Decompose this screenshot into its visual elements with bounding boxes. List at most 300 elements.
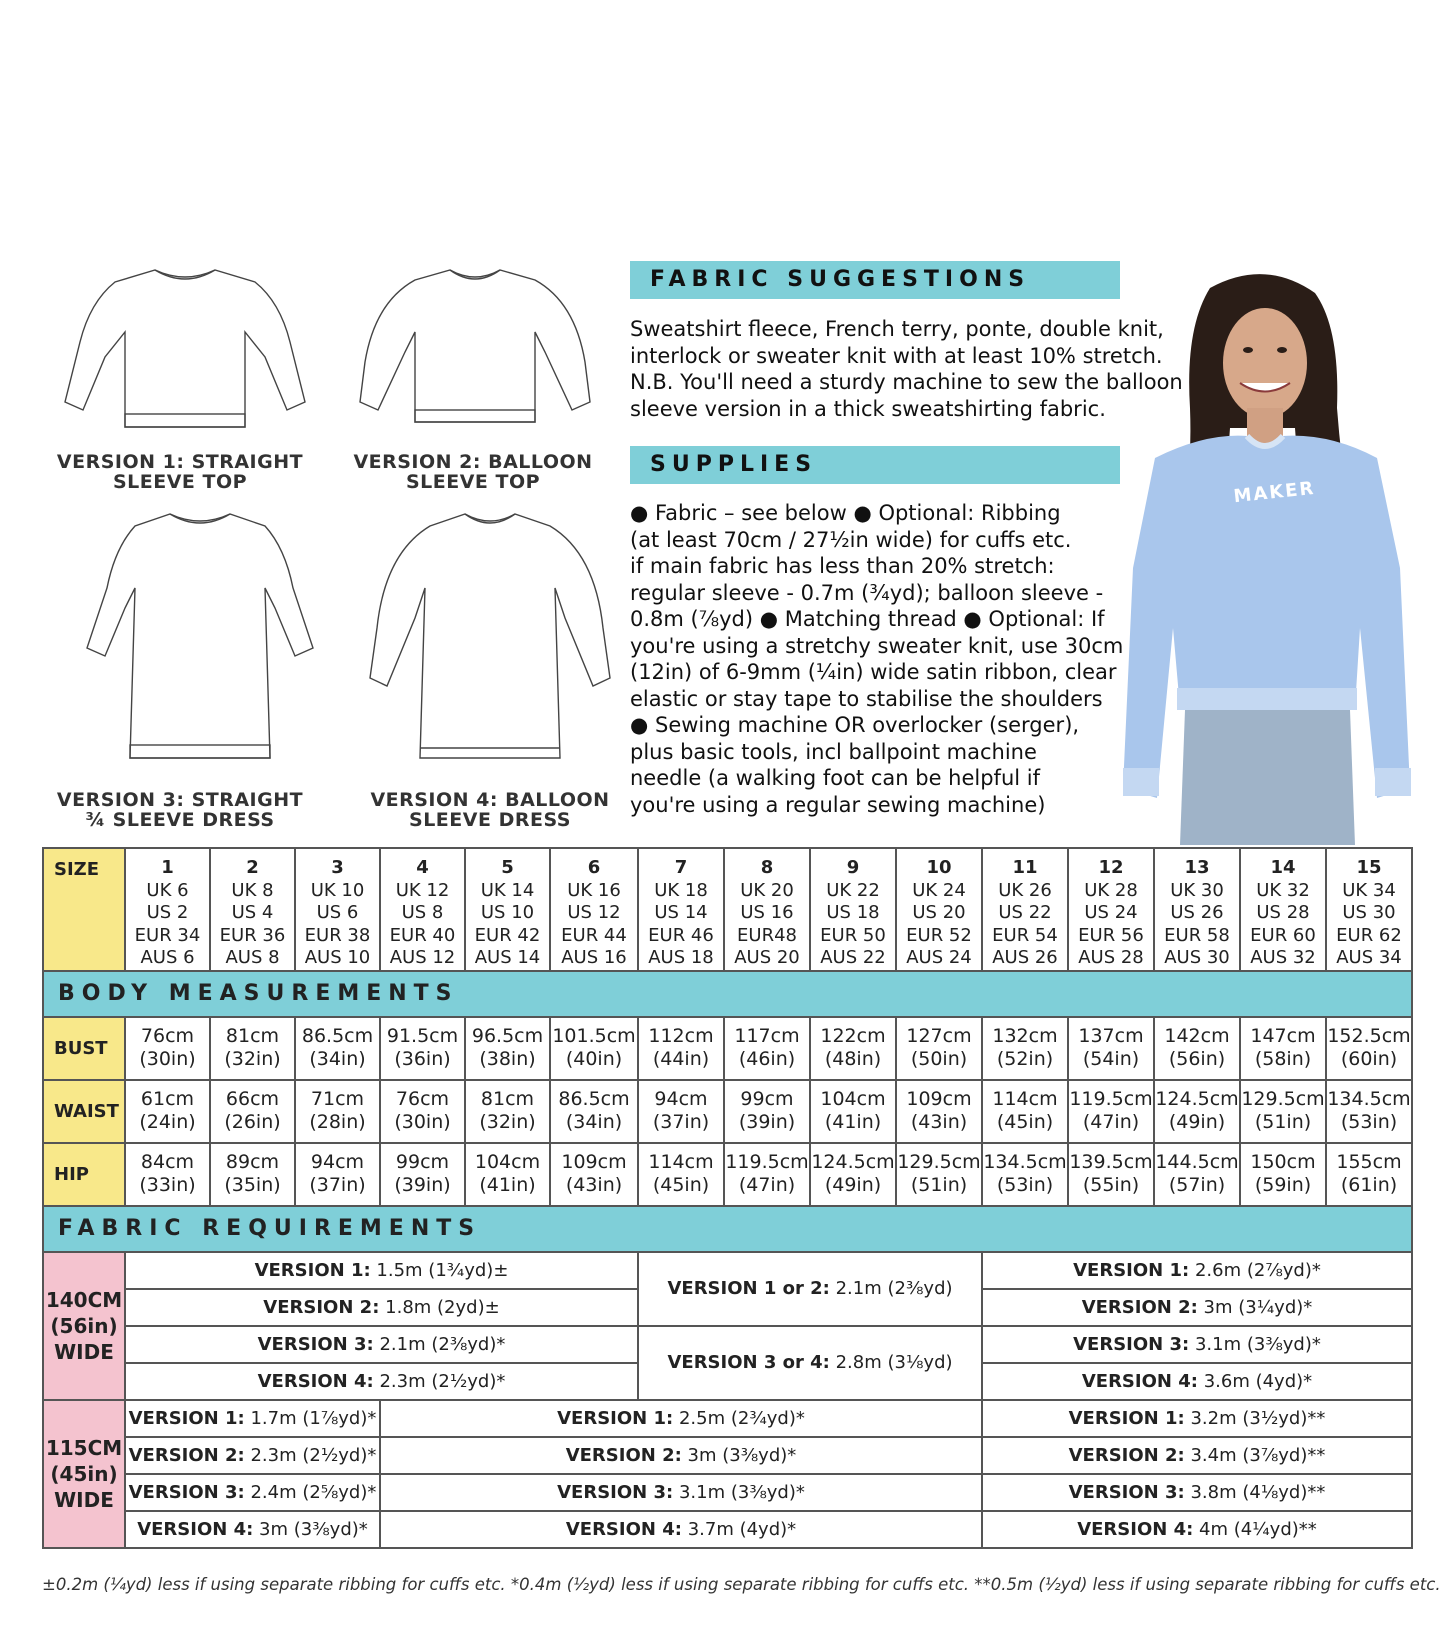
size-cell — [380, 848, 465, 971]
fabric-140-sizes-11-15 — [982, 1363, 1412, 1400]
measurement-cm: 109cm — [561, 1151, 627, 1173]
fabric-requirements-heading-row — [43, 1206, 1412, 1252]
fabric-suggestions-line: Sweatshirt fleece, French terry, ponte, double knit, — [630, 317, 1164, 341]
size-number: 15 — [1356, 857, 1382, 878]
measurement-cell — [210, 1080, 295, 1143]
fabric-115-sizes-4-10 — [380, 1474, 982, 1511]
measurement-cm: 124.5cm — [811, 1151, 895, 1173]
measurement-cm: 152.5cm — [1327, 1025, 1411, 1047]
measurement-in: (32in) — [479, 1111, 536, 1133]
version-label: VERSION 1: — [128, 1407, 245, 1429]
size-uk: UK 6 — [146, 879, 189, 901]
measurement-cm: 147cm — [1250, 1025, 1316, 1047]
version-label: VERSION 4: — [1081, 1370, 1198, 1392]
size-uk: UK 10 — [310, 879, 365, 901]
measurement-cell — [1326, 1143, 1412, 1206]
measurement-cm: 119.5cm — [1069, 1088, 1153, 1110]
measurement-cm: 137cm — [1078, 1025, 1144, 1047]
fabric-115-sizes-1-3 — [125, 1437, 380, 1474]
measurement-cm: 124.5cm — [1155, 1088, 1239, 1110]
size-eur: EUR 54 — [992, 924, 1058, 946]
size-number: 2 — [246, 857, 259, 878]
measurement-in: (39in) — [394, 1174, 451, 1196]
fabric-amount: 1.5m (1¾yd)± — [376, 1259, 509, 1281]
measurement-cell — [810, 1080, 896, 1143]
sketch-straight-sleeve-top — [55, 262, 315, 437]
size-aus: AUS 20 — [734, 947, 800, 968]
measurement-cm: 119.5cm — [725, 1151, 809, 1173]
size-eur: EUR 58 — [1164, 924, 1230, 946]
size-cell — [724, 848, 810, 971]
measurement-in: (49in) — [1168, 1111, 1226, 1133]
size-uk: UK 28 — [1084, 879, 1138, 901]
measurement-in: (28in) — [309, 1111, 366, 1133]
size-number: 13 — [1184, 857, 1210, 878]
measurement-cm: 66cm — [225, 1088, 280, 1110]
version-label: VERSION 3: — [557, 1481, 674, 1503]
size-cell — [295, 848, 380, 971]
size-uk: UK 34 — [1342, 879, 1396, 901]
measurement-cell — [1240, 1017, 1326, 1080]
fabric-115-sizes-4-10 — [380, 1511, 982, 1548]
measurement-in: (58in) — [1254, 1048, 1312, 1070]
measurement-cell — [550, 1017, 638, 1080]
size-cell — [896, 848, 982, 971]
version-label: VERSION 4: — [565, 1518, 682, 1540]
measurement-cm: 104cm — [474, 1151, 541, 1173]
measurement-cell — [1326, 1017, 1412, 1080]
fabric-row-115 — [43, 1511, 1412, 1548]
size-aus: AUS 18 — [648, 947, 714, 968]
size-number: 5 — [501, 857, 514, 878]
measurement-cell — [638, 1080, 724, 1143]
size-eur: EUR 36 — [219, 924, 286, 946]
measurement-in: (45in) — [652, 1174, 710, 1196]
size-us: US 26 — [1170, 902, 1224, 923]
measurement-in: (47in) — [738, 1174, 796, 1196]
measurement-cm: 132cm — [992, 1025, 1058, 1047]
measurement-cell — [465, 1143, 550, 1206]
fabric-amount: 2.3m (2½yd)* — [250, 1444, 377, 1466]
sketch-caption-v1: VERSION 1: STRAIGHT SLEEVE TOP — [56, 451, 304, 493]
fabric-requirements-heading: FABRIC REQUIREMENTS — [43, 1206, 1412, 1252]
measurement-cell — [1068, 1143, 1154, 1206]
body-measurements-heading: BODY MEASUREMENTS — [43, 971, 1412, 1017]
fabric-width-label-line: (45in) — [50, 1461, 118, 1486]
size-eur: EUR 60 — [1250, 924, 1316, 946]
size-chart — [42, 847, 1413, 1549]
measurement-in: (47in) — [1082, 1111, 1140, 1133]
fabric-amount: 3m (3¼yd)* — [1203, 1296, 1313, 1318]
size-cell — [1326, 848, 1412, 971]
measurement-cell — [638, 1143, 724, 1206]
measurement-cell — [724, 1080, 810, 1143]
fabric-140-sizes-11-15 — [982, 1326, 1412, 1363]
size-aus: AUS 6 — [140, 947, 195, 968]
fabric-140-sizes-7-10 — [638, 1252, 982, 1326]
size-uk: UK 26 — [998, 879, 1052, 901]
version-label: VERSION 3: — [257, 1333, 374, 1355]
version-label: VERSION 2: — [565, 1444, 682, 1466]
sketch-balloon-sleeve-top — [340, 262, 610, 437]
model-photo — [1115, 268, 1415, 845]
size-eur: EUR 42 — [474, 924, 541, 946]
measurement-cm: 91.5cm — [386, 1025, 459, 1047]
version-label: VERSION 1 or 2: — [667, 1278, 830, 1299]
measurement-cell — [724, 1143, 810, 1206]
footnote: ±0.2m (¼yd) less if using separate ribbing for cuffs etc. *0.4m (½yd) less if using separate ribbing for cuffs etc. **0.5m (½yd) less if using separate ribbing for cuffs etc. — [42, 1575, 1441, 1594]
fabric-suggestions-line: sleeve version in a thick sweatshirting fabric. — [630, 396, 1106, 421]
fabric-suggestions-line: N.B. You'll need a sturdy machine to sew the balloon — [630, 370, 1183, 394]
measurement-cm: 117cm — [734, 1025, 800, 1047]
size-number: 14 — [1270, 857, 1296, 878]
size-cell — [638, 848, 724, 971]
measurement-in: (34in) — [565, 1111, 623, 1133]
measurement-cell — [982, 1017, 1068, 1080]
size-eur: EUR 56 — [1078, 924, 1144, 946]
measurement-cm: 129.5cm — [1241, 1088, 1325, 1110]
measurement-cell — [1240, 1143, 1326, 1206]
measurement-cell — [1068, 1080, 1154, 1143]
supplies-line: you're using a stretchy sweater knit, use 30cm — [630, 633, 1124, 658]
size-us: US 12 — [567, 902, 621, 923]
measurement-in: (59in) — [1254, 1174, 1312, 1196]
fabric-width-label-line: 140CM — [45, 1287, 123, 1312]
fabric-suggestions-line: interlock or sweater knit with at least 10% stretch. — [630, 343, 1163, 368]
measurement-cell — [550, 1080, 638, 1143]
version-label: VERSION 1: — [557, 1407, 674, 1429]
size-number: 4 — [416, 857, 429, 878]
measurement-cm: 134.5cm — [983, 1151, 1067, 1173]
size-aus: AUS 28 — [1078, 947, 1144, 968]
version-label: VERSION 3 or 4: — [667, 1352, 830, 1373]
size-us: US 20 — [912, 902, 966, 923]
fabric-115-sizes-1-3 — [125, 1400, 380, 1437]
fabric-140-sizes-1-6 — [125, 1326, 638, 1363]
fabric-amount: 3.1m (3⅜yd)* — [678, 1481, 805, 1503]
supplies-line: plus basic tools, incl ballpoint machine — [630, 739, 1037, 764]
fabric-width-label-line: 115CM — [45, 1435, 123, 1460]
fabric-width-label — [43, 1252, 125, 1400]
fabric-amount: 2.5m (2¾yd)* — [678, 1407, 805, 1429]
measurement-cm: 94cm — [310, 1151, 365, 1173]
measurement-cell — [724, 1017, 810, 1080]
fabric-140-sizes-1-6 — [125, 1252, 638, 1289]
size-aus: AUS 10 — [304, 947, 371, 968]
measurement-cell — [210, 1017, 295, 1080]
measurement-cm: 104cm — [820, 1088, 886, 1110]
supplies-line: ● Fabric – see below ● Optional: Ribbing — [630, 501, 1061, 525]
size-number: 7 — [674, 857, 688, 878]
measurement-in: (51in) — [1254, 1111, 1312, 1133]
measurement-row-waist — [43, 1080, 1412, 1143]
measurement-row-hip — [43, 1143, 1412, 1206]
measurement-label: BUST — [43, 1017, 125, 1080]
fabric-amount: 3m (3⅜yd)* — [687, 1444, 797, 1466]
version-label: VERSION 2: — [263, 1296, 380, 1318]
fabric-amount: 2.1m (2⅜yd) — [835, 1278, 953, 1299]
measurement-in: (26in) — [224, 1111, 281, 1133]
fabric-amount: 2.8m (3⅛yd) — [835, 1352, 953, 1373]
measurement-in: (43in) — [910, 1111, 968, 1133]
measurement-in: (43in) — [565, 1174, 623, 1196]
fabric-amount: 1.8m (2yd)± — [385, 1296, 500, 1318]
fabric-row-115 — [43, 1437, 1412, 1474]
size-us: US 8 — [401, 902, 444, 923]
fabric-amount: 2.4m (2⅝yd)* — [250, 1481, 377, 1503]
measurement-cell — [125, 1017, 210, 1080]
measurement-cell — [896, 1080, 982, 1143]
size-number: 1 — [161, 857, 174, 878]
measurement-cell — [465, 1080, 550, 1143]
measurement-cm: 89cm — [225, 1151, 280, 1173]
fabric-115-sizes-4-10 — [380, 1437, 982, 1474]
size-cell — [982, 848, 1068, 971]
measurement-in: (33in) — [139, 1174, 196, 1196]
size-label: SIZE — [43, 848, 125, 971]
version-label: VERSION 4: — [137, 1518, 254, 1540]
sketch-caption-v3: VERSION 3: STRAIGHT ¾ SLEEVE DRESS — [56, 789, 304, 831]
version-label: VERSION 1: — [254, 1259, 371, 1281]
size-eur: EUR48 — [737, 924, 797, 946]
size-uk: UK 12 — [395, 879, 450, 901]
fabric-amount: 3.1m (3⅜yd)* — [1194, 1333, 1321, 1355]
size-eur: EUR 44 — [561, 924, 627, 946]
size-cell — [1154, 848, 1240, 971]
measurement-in: (34in) — [309, 1048, 366, 1070]
size-us: US 30 — [1342, 902, 1396, 923]
measurement-cm: 142cm — [1164, 1025, 1230, 1047]
measurement-cm: 76cm — [140, 1025, 195, 1047]
size-us: US 28 — [1256, 902, 1310, 923]
measurement-cell — [210, 1143, 295, 1206]
size-eur: EUR 40 — [389, 924, 456, 946]
measurement-in: (51in) — [910, 1174, 968, 1196]
measurement-in: (41in) — [824, 1111, 882, 1133]
measurement-in: (46in) — [738, 1048, 796, 1070]
sketch-straight-dress — [75, 508, 325, 773]
measurement-in: (56in) — [1168, 1048, 1226, 1070]
fabric-amount: 2.6m (2⅞yd)* — [1194, 1259, 1321, 1281]
sketch-caption-v2: VERSION 2: BALLOON SLEEVE TOP — [353, 451, 593, 493]
size-aus: AUS 32 — [1250, 947, 1316, 968]
size-us: US 18 — [826, 902, 880, 923]
version-label: VERSION 3: — [1073, 1333, 1190, 1355]
measurement-in: (60in) — [1340, 1048, 1398, 1070]
size-aus: AUS 8 — [225, 947, 280, 968]
measurement-cell — [1240, 1080, 1326, 1143]
size-aus: AUS 26 — [992, 947, 1058, 968]
size-uk: UK 16 — [567, 879, 621, 901]
measurement-in: (40in) — [565, 1048, 623, 1070]
size-eur: EUR 34 — [134, 924, 201, 946]
measurement-cell — [380, 1143, 465, 1206]
measurement-cm: 114cm — [648, 1151, 714, 1173]
measurement-in: (48in) — [824, 1048, 882, 1070]
fabric-row-140 — [43, 1326, 1412, 1363]
fabric-amount: 4m (4¼yd)** — [1199, 1518, 1317, 1540]
fabric-115-sizes-11-15 — [982, 1437, 1412, 1474]
size-us: US 16 — [740, 902, 794, 923]
supplies-line: regular sleeve - 0.7m (¾yd); balloon sleeve - — [630, 580, 1104, 605]
size-eur: EUR 38 — [304, 924, 371, 946]
measurement-in: (54in) — [1082, 1048, 1140, 1070]
measurement-in: (37in) — [652, 1111, 710, 1133]
fabric-amount: 3.2m (3½yd)** — [1190, 1407, 1326, 1429]
measurement-cm: 76cm — [395, 1088, 450, 1110]
fabric-width-label — [43, 1400, 125, 1548]
measurement-in: (45in) — [996, 1111, 1054, 1133]
supplies-line: elastic or stay tape to stabilise the shoulders — [630, 686, 1103, 711]
body-measurements-heading-row — [43, 971, 1412, 1017]
size-us: US 2 — [146, 902, 189, 923]
version-label: VERSION 3: — [1068, 1481, 1185, 1503]
sketch-caption-v4: VERSION 4: BALLOON SLEEVE DRESS — [370, 789, 610, 831]
supplies-line: needle (a walking foot can be helpful if — [630, 766, 1040, 790]
measurement-cell — [1326, 1080, 1412, 1143]
measurement-cell — [1154, 1080, 1240, 1143]
measurement-cm: 155cm — [1336, 1151, 1402, 1173]
size-aus: AUS 22 — [820, 947, 886, 968]
measurement-cell — [295, 1080, 380, 1143]
fabric-115-sizes-11-15 — [982, 1511, 1412, 1548]
size-number: 6 — [587, 857, 601, 878]
supplies-line: you're using a regular sewing machine) — [630, 792, 1046, 817]
version-label: VERSION 4: — [257, 1370, 374, 1392]
size-aus: AUS 34 — [1336, 947, 1402, 968]
version-label: VERSION 3: — [128, 1481, 245, 1503]
size-eur: EUR 46 — [648, 924, 714, 946]
measurement-in: (39in) — [738, 1111, 796, 1133]
size-us: US 10 — [480, 902, 535, 923]
size-uk: UK 8 — [231, 879, 274, 901]
measurement-cell — [550, 1143, 638, 1206]
size-number: 9 — [846, 857, 860, 878]
measurement-in: (36in) — [394, 1048, 451, 1070]
size-cell — [550, 848, 638, 971]
supplies-line: 0.8m (⅞yd) ● Matching thread ● Optional: If — [630, 607, 1105, 631]
fabric-suggestions-text — [630, 316, 1183, 422]
size-number: 11 — [1012, 857, 1038, 878]
measurement-in: (32in) — [224, 1048, 281, 1070]
measurement-in: (35in) — [224, 1174, 281, 1196]
fabric-amount: 3m (3⅜yd)* — [259, 1518, 368, 1540]
measurement-in: (44in) — [652, 1048, 710, 1070]
size-eur: EUR 52 — [906, 924, 972, 946]
fabric-140-sizes-11-15 — [982, 1252, 1412, 1289]
measurement-in: (61in) — [1340, 1174, 1398, 1196]
size-number: 12 — [1098, 857, 1124, 878]
size-number: 8 — [760, 857, 774, 878]
measurement-cell — [982, 1143, 1068, 1206]
fabric-amount: 3.7m (4yd)* — [687, 1518, 797, 1540]
measurement-cm: 99cm — [395, 1151, 450, 1173]
measurement-in: (38in) — [479, 1048, 536, 1070]
size-cell — [1240, 848, 1326, 971]
measurement-cm: 129.5cm — [897, 1151, 981, 1173]
measurement-in: (50in) — [910, 1048, 968, 1070]
fabric-140-sizes-1-6 — [125, 1363, 638, 1400]
size-cell — [210, 848, 295, 971]
fabric-width-label-line: WIDE — [54, 1339, 114, 1364]
size-aus: AUS 30 — [1164, 947, 1230, 968]
measurement-cell — [380, 1017, 465, 1080]
fabric-115-sizes-4-10 — [380, 1400, 982, 1437]
supplies-line: ● Sewing machine OR overlocker (serger), — [630, 713, 1080, 737]
size-us: US 4 — [231, 902, 274, 923]
measurement-cm: 81cm — [480, 1088, 535, 1110]
measurement-cm: 127cm — [906, 1025, 972, 1047]
measurement-cell — [638, 1017, 724, 1080]
measurement-in: (30in) — [394, 1111, 451, 1133]
measurement-cm: 86.5cm — [558, 1088, 630, 1110]
version-label: VERSION 2: — [1068, 1444, 1185, 1466]
fabric-row-140 — [43, 1252, 1412, 1289]
supplies-line: (12in) of 6-9mm (¼in) wide satin ribbon, clear — [630, 660, 1117, 684]
size-uk: UK 32 — [1256, 879, 1310, 901]
measurement-cell — [810, 1017, 896, 1080]
shirt-logo-text: MAKER — [1232, 477, 1317, 508]
measurement-label: HIP — [43, 1143, 125, 1206]
size-number: 3 — [331, 857, 344, 878]
measurement-in: (30in) — [139, 1048, 196, 1070]
measurement-cell — [125, 1143, 210, 1206]
size-eur: EUR 62 — [1336, 924, 1402, 946]
supplies-line: if main fabric has less than 20% stretch: — [630, 554, 1055, 578]
size-cell — [125, 848, 210, 971]
measurement-cell — [465, 1017, 550, 1080]
fabric-suggestions-heading: FABRIC SUGGESTIONS — [630, 261, 1120, 299]
fabric-115-sizes-1-3 — [125, 1511, 380, 1548]
size-us: US 24 — [1084, 902, 1138, 923]
measurement-in: (41in) — [479, 1174, 536, 1196]
measurement-in: (53in) — [996, 1174, 1054, 1196]
measurement-in: (52in) — [996, 1048, 1054, 1070]
size-aus: AUS 12 — [389, 947, 456, 968]
measurement-cm: 96.5cm — [471, 1025, 544, 1047]
measurement-in: (49in) — [824, 1174, 882, 1196]
measurement-in: (53in) — [1340, 1111, 1398, 1133]
measurement-cm: 86.5cm — [301, 1025, 374, 1047]
fabric-amount: 2.3m (2½yd)* — [379, 1370, 506, 1392]
measurement-cell — [810, 1143, 896, 1206]
measurement-cm: 122cm — [820, 1025, 886, 1047]
version-label: VERSION 2: — [128, 1444, 245, 1466]
size-us: US 6 — [316, 902, 359, 923]
size-number: 10 — [926, 857, 952, 878]
version-label: VERSION 4: — [1077, 1518, 1194, 1540]
measurement-cm: 114cm — [992, 1088, 1058, 1110]
measurement-cell — [295, 1143, 380, 1206]
fabric-140-sizes-7-10 — [638, 1326, 982, 1400]
measurement-in: (57in) — [1168, 1174, 1226, 1196]
size-row — [43, 848, 1412, 971]
measurement-cm: 112cm — [648, 1025, 714, 1047]
version-label: VERSION 2: — [1081, 1296, 1198, 1318]
fabric-140-sizes-11-15 — [982, 1289, 1412, 1326]
fabric-amount: 2.1m (2⅜yd)* — [379, 1333, 506, 1355]
measurement-cm: 101.5cm — [552, 1025, 636, 1047]
fabric-amount: 3.4m (3⅞yd)** — [1190, 1444, 1326, 1466]
measurement-cm: 99cm — [740, 1088, 794, 1110]
fabric-amount: 3.8m (4⅛yd)** — [1190, 1481, 1326, 1503]
size-uk: UK 30 — [1170, 879, 1224, 901]
measurement-cell — [295, 1017, 380, 1080]
supplies-heading: SUPPLIES — [630, 446, 1120, 484]
measurement-cm: 61cm — [140, 1088, 195, 1110]
supplies-text — [630, 500, 1123, 818]
size-uk: UK 14 — [480, 879, 535, 901]
